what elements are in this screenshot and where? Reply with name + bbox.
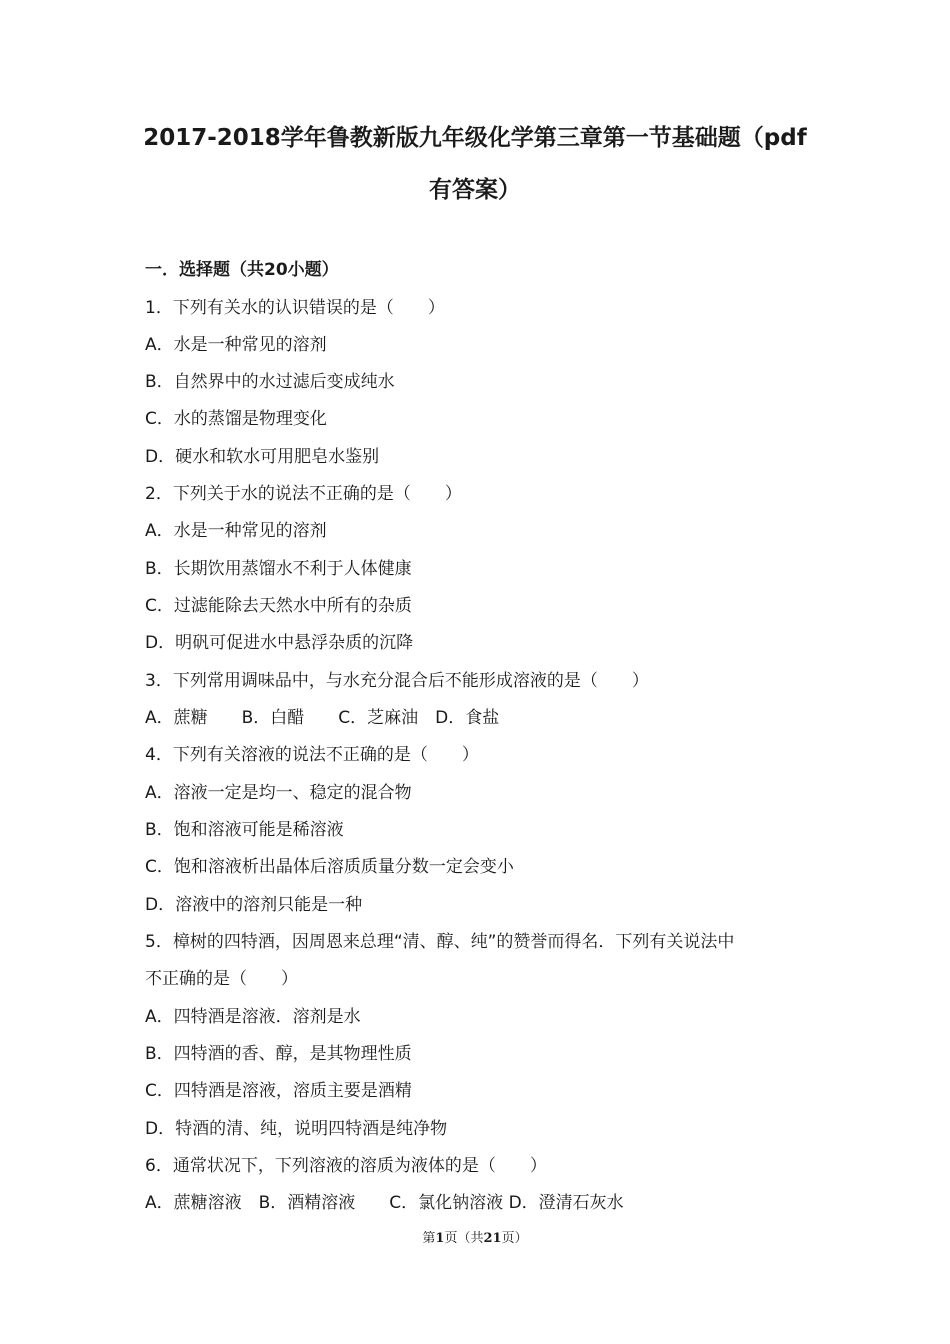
question-2: 2．下列关于水的说法不正确的是（ ） xyxy=(145,484,462,504)
q5-option-c: C．四特酒是溶液，溶质主要是酒精 xyxy=(145,1081,412,1101)
document-title-line-2: 有答案） xyxy=(429,177,521,203)
footer-middle: 页（共 xyxy=(444,1231,484,1246)
question-1: 1．下列有关水的认识错误的是（ ） xyxy=(145,298,445,318)
q5-option-a: A．四特酒是溶液．溶剂是水 xyxy=(145,1007,361,1027)
footer-prefix: 第 xyxy=(422,1231,436,1246)
q2-option-c: C．过滤能除去天然水中所有的杂质 xyxy=(145,596,412,616)
question-5-cont: 不正确的是（ ） xyxy=(145,969,298,989)
q4-option-a: A．溶液一定是均一、稳定的混合物 xyxy=(145,783,412,803)
question-6: 6．通常状况下，下列溶液的溶质为液体的是（ ） xyxy=(145,1156,547,1176)
q2-option-b: B．长期饮用蒸馏水不利于人体健康 xyxy=(145,559,412,579)
q5-option-d: D．特酒的清、纯，说明四特酒是纯净物 xyxy=(145,1119,448,1139)
footer-suffix: 页） xyxy=(501,1231,528,1246)
q1-option-b: B．自然界中的水过滤后变成纯水 xyxy=(145,372,395,392)
section-heading: 一．选择题（共20小题） xyxy=(145,260,339,280)
q4-option-b: B．饱和溶液可能是稀溶液 xyxy=(145,820,344,840)
footer-page-number: 1 xyxy=(435,1231,445,1246)
q5-option-b: B．四特酒的香、醇，是其物理性质 xyxy=(145,1044,412,1064)
page-footer xyxy=(0,1227,950,1246)
q2-option-a: A．水是一种常见的溶剂 xyxy=(145,521,327,541)
q4-option-c: C．饱和溶液析出晶体后溶质质量分数一定会变小 xyxy=(145,857,514,877)
question-5: 5．樟树的四特酒，因周恩来总理“清、醇、纯”的赞誉而得名．下列有关说法中 xyxy=(145,932,735,952)
q1-option-a: A．水是一种常见的溶剂 xyxy=(145,335,327,355)
q2-option-d: D．明矾可促进水中悬浮杂质的沉降 xyxy=(145,633,414,653)
question-3: 3．下列常用调味品中，与水充分混合后不能形成溶液的是（ ） xyxy=(145,671,649,691)
footer-total-pages: 21 xyxy=(483,1231,502,1246)
q6-options: A．蔗糖溶液 B．酒精溶液 C．氯化钠溶液 D．澄清石灰水 xyxy=(145,1193,624,1213)
q3-options: A．蔗糖 B．白醋 C．芝麻油 D．食盐 xyxy=(145,708,500,728)
question-4: 4．下列有关溶液的说法不正确的是（ ） xyxy=(145,745,479,765)
q1-option-d: D．硬水和软水可用肥皂水鉴别 xyxy=(145,447,380,467)
q1-option-c: C．水的蒸馏是物理变化 xyxy=(145,409,327,429)
document-title-line-1: 2017-2018学年鲁教新版九年级化学第三章第一节基础题（pdf xyxy=(143,125,807,151)
q4-option-d: D．溶液中的溶剂只能是一种 xyxy=(145,895,363,915)
